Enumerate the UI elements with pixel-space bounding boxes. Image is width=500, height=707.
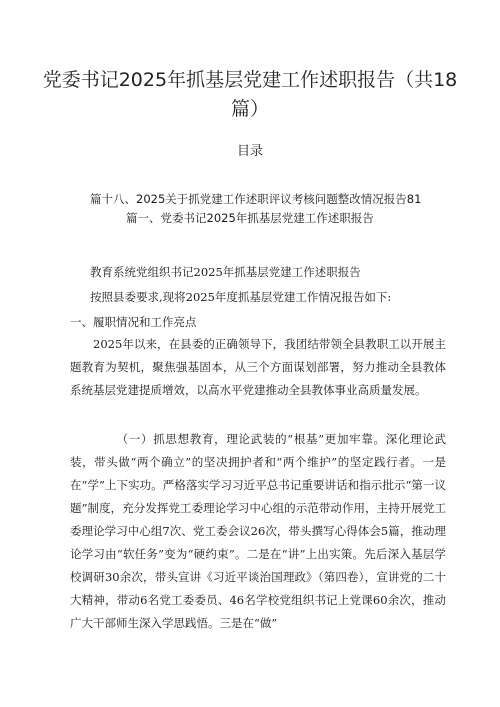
report-intro: 按照县委要求,现将2025年度抓基层党建工作情况报告如下: bbox=[90, 290, 392, 304]
body-paragraph: 2025年以来，在县委的正确领导下，我团结带领全县教职工以开展主题教育为契机，聚焦强基固本，从三个方面谋划部署，努力推动全县教体系统基层党建提质增效，以高水平党建推动全县教体事业高质量发展。 bbox=[70, 337, 446, 397]
toc-item[interactable]: 篇一、党委书记2025年抓基层党建工作述职报告 bbox=[126, 211, 374, 225]
toc-item[interactable]: 篇十八、2025关于抓党建工作述职评议考核问题整改情况报告81 bbox=[90, 192, 422, 206]
section-heading: 一、履职情况和工作亮点 bbox=[70, 315, 197, 329]
document-title: 党委书记2025年抓基层党建工作述职报告（共18篇） bbox=[42, 69, 458, 120]
report-subtitle: 教育系统党组织书记2025年抓基层党建工作述职报告 bbox=[90, 265, 361, 279]
body-paragraph: （一）抓思想教育，理论武装的“根基”更加牢靠。深化理论武装，带头做“两个确立”的坚决拥护者和“两个维护”的坚定践行者。一是在“学”上下实功。严格落实学习习近平总书记重要讲话和指示批示“第一议题”制度，充分发挥党工委理论学习中心组的示范带动作用，主持开展党工委理论学习中心组7次、党工委会议26次，带头撰写心得体会5篇，推动理论学习由“软任务”变为“硬约束”。二是在“讲”上出实策。先后深入基层学校调研30余次，带头宣讲《习近平谈治国理政》（第四卷），宣讲党的二十大精神，带动6名党工委委员、46名学校党组织书记上党课60余次，推动广大干部师生深入学思践悟。三是在“做” bbox=[70, 432, 446, 630]
toc-heading: 目录 bbox=[236, 144, 263, 159]
